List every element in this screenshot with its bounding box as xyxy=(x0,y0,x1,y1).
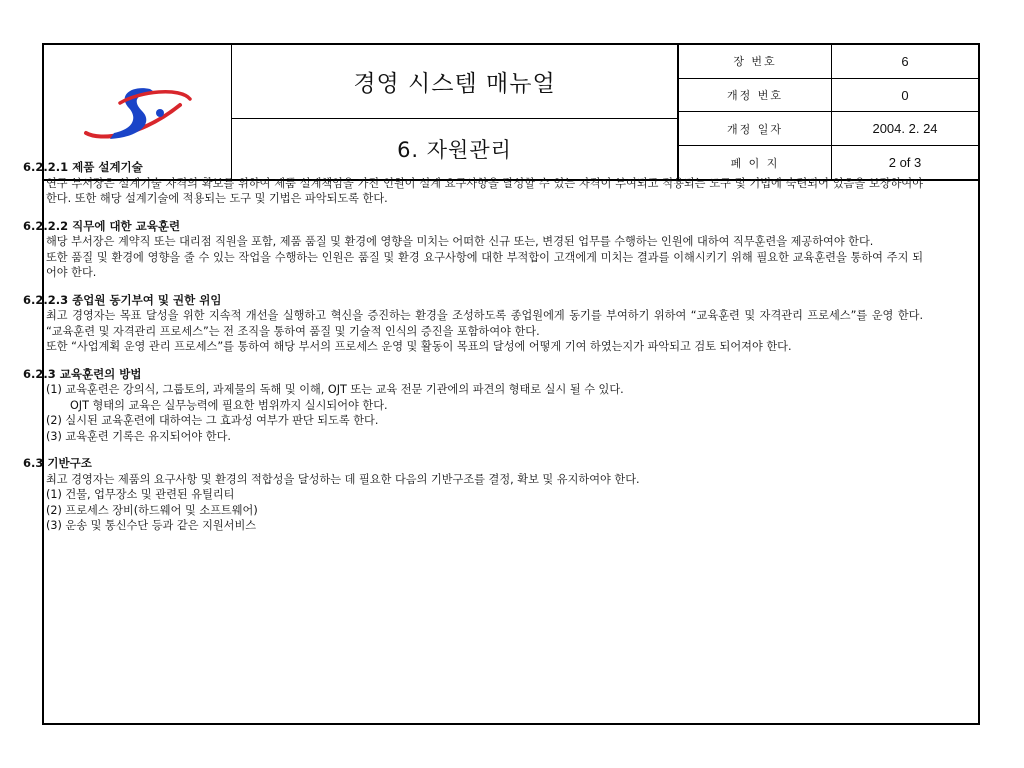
list-item: (2) 프로세스 장비(하드웨어 및 소프트웨어) xyxy=(46,503,258,517)
section-6-2-2-3 xyxy=(23,293,923,355)
meta-row-revision xyxy=(679,78,979,112)
paragraph: 또한 “사업계획 운영 관리 프로세스”를 통하여 해당 부서의 프로세스 운영 및 활동이 목표의 달성에 어떻게 기여 하였는지가 파악되고 검토 되어져야 한다. xyxy=(46,340,792,353)
section-title: 6. 자원관리 xyxy=(232,119,678,179)
meta-row-chapter xyxy=(679,45,979,78)
section-6-2-3 xyxy=(23,367,923,445)
logo-cell xyxy=(44,45,232,179)
paragraph: 연구 부서장은 설계기술 자격의 확보를 위하여 제품 설계책임을 가진 인원이 설계 요구사항을 달성할 수 있는 자격이 부여되고 적용되는 도구 및 기법에 숙련되어 있음을 보장하여야 한다. 또한 해당 설계기술에 적용되는 도구 및 기법은 파악되도록 한다. xyxy=(46,176,923,205)
manual-title: 경영 시스템 매뉴얼 xyxy=(232,45,678,119)
meta-value: 6 xyxy=(832,45,979,78)
paragraph: 해당 부서장은 계약직 또는 대리점 직원을 포함, 제품 품질 및 환경에 영향을 미치는 어떠한 신규 또는, 변경된 업무를 수행하는 인원에 대하여 직무훈련을 제공하여야 한다. xyxy=(46,235,874,248)
list-item: (1) 교육훈련은 강의식, 그룹토의, 과제물의 독해 및 이해, OJT 또는 교육 전문 기관에의 파견의 형태로 실시 될 수 있다. xyxy=(46,383,624,396)
section-6-2-2-2 xyxy=(23,219,923,281)
meta-label: 개정 번호 xyxy=(679,78,832,112)
list-subitem: OJT 형태의 교육은 실무능력에 필요한 범위까지 실시되어야 한다. xyxy=(70,398,388,412)
meta-label: 페 이 지 xyxy=(679,146,832,179)
section-heading: 6.3 기반구조 xyxy=(23,456,92,470)
meta-label: 장 번호 xyxy=(679,45,832,78)
list-item: (3) 운송 및 통신수단 등과 같은 지원서비스 xyxy=(46,519,257,532)
meta-value: 0 xyxy=(832,78,979,112)
section-6-2-2-1 xyxy=(23,160,923,207)
section-heading: 6.2.3 교육훈련의 방법 xyxy=(23,366,142,381)
section-heading: 6.2.2.2 직무에 대한 교육훈련 xyxy=(23,218,181,233)
document-body xyxy=(23,160,923,546)
section-heading: 6.2.2.3 종업원 동기부여 및 권한 위임 xyxy=(23,292,222,307)
paragraph: 또한 품질 및 환경에 영향을 줄 수 있는 작업을 수행하는 인원은 품질 및 환경 요구사항에 대한 부적합이 고객에게 미치는 결과를 이해시키기 위해 필요한 교육훈련을 통하여 주지 되어야 한다. xyxy=(46,250,923,279)
paragraph: 최고 경영자는 제품의 요구사항 및 환경의 적합성을 달성하는 데 필요한 다음의 기반구조를 결정, 확보 및 유지하여야 한다. xyxy=(46,472,640,486)
meta-label: 개정 일자 xyxy=(679,112,832,146)
list-item: (1) 건물, 업무장소 및 관련된 유틸리티 xyxy=(46,488,235,501)
list-item: (2) 실시된 교육훈련에 대하여는 그 효과성 여부가 판단 되도록 한다. xyxy=(46,414,379,427)
document-meta-table xyxy=(678,45,978,179)
meta-value: 2004. 2. 24 xyxy=(832,112,979,146)
paragraph: 최고 경영자는 목표 달성을 위한 지속적 개선을 실행하고 혁신을 증진하는 환경을 조성하도록 종업원에게 동기를 부여하기 위하여 “교육훈련 및 자격관리 프로세스”를 운영 한다. “교육훈련 및 자격관리 프로세스”는 전 조직을 통하여 품질 및 기술적 인식의 증진을 포함하여야 한다. xyxy=(46,309,923,338)
company-logo-icon xyxy=(80,83,200,145)
list-item: (3) 교육훈련 기록은 유지되어야 한다. xyxy=(46,429,231,443)
section-6-3 xyxy=(23,456,923,534)
section-heading: 6.2.2.1 제품 설계기술 xyxy=(23,160,143,174)
meta-value: 2 of 3 xyxy=(832,146,979,179)
meta-row-date xyxy=(679,112,979,146)
